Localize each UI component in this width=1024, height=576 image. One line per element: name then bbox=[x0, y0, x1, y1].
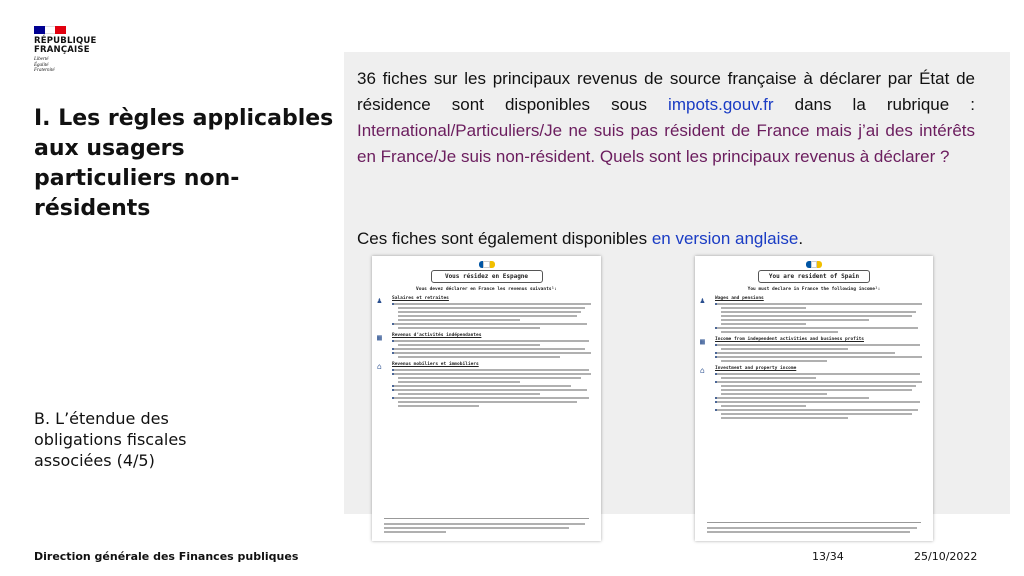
fiche-thumbnail-french bbox=[372, 256, 601, 541]
house-icon: ⌂ bbox=[700, 366, 705, 375]
doc-section bbox=[377, 333, 595, 358]
logo-motto: Liberté Égalité Fraternité bbox=[34, 57, 55, 73]
paragraph-text-2: dans la rubrique : bbox=[773, 95, 975, 114]
section-heading: Income from independent activities and business profits bbox=[715, 337, 865, 342]
paragraph-text-3: Ces fiches sont également disponibles bbox=[357, 229, 652, 248]
fiche-thumbnail-english bbox=[695, 256, 933, 541]
paragraph-text: 36 fiches sur les principaux revenus de source française à déclarer par État de résidence sont disponibles sous bbox=[357, 69, 975, 114]
doc-section bbox=[700, 296, 927, 333]
doc-intro: Vous devez déclarer en France les revenus suivants¹: bbox=[416, 287, 557, 292]
doc-title: Vous résidez en Espagne bbox=[431, 270, 543, 283]
section-heading: Wages and pensions bbox=[715, 296, 764, 301]
slide-title: I. Les règles applicables aux usagers particuliers non-résidents bbox=[34, 106, 334, 221]
flags-icon bbox=[479, 261, 495, 268]
english-version-link[interactable]: en version anglaise bbox=[651, 229, 799, 248]
section-heading: Salaires et retraites bbox=[392, 296, 449, 301]
section-heading: Investment and property income bbox=[715, 366, 797, 371]
footer-organization: Direction générale des Finances publiques bbox=[34, 550, 299, 563]
doc-footnote bbox=[707, 522, 921, 535]
doc-section bbox=[377, 362, 595, 407]
doc-section bbox=[700, 366, 927, 419]
doc-intro: You must declare in France the following income¹: bbox=[747, 287, 881, 292]
flags-icon bbox=[806, 261, 822, 268]
building-icon: ▦ bbox=[377, 333, 382, 342]
footer-page-number: 13/34 bbox=[812, 550, 844, 563]
paragraph-english bbox=[357, 226, 975, 252]
person-icon: ♟ bbox=[700, 296, 705, 305]
section-heading: Revenus d’activités indépendantes bbox=[392, 333, 482, 338]
doc-footnote bbox=[384, 518, 589, 535]
rubrique-path: International/Particuliers/Je ne suis pas résident de France mais j’ai des intérêts en France/Je suis non-résident. Quels sont les principaux revenus à déclarer ? bbox=[357, 121, 975, 166]
paragraph-fiches bbox=[357, 66, 975, 170]
impots-link[interactable]: impots.gouv.fr bbox=[668, 95, 774, 114]
section-heading: Revenus mobiliers et immobiliers bbox=[392, 362, 479, 367]
person-icon: ♟ bbox=[377, 296, 382, 305]
house-icon: ⌂ bbox=[377, 362, 382, 371]
footer-date: 25/10/2022 bbox=[914, 550, 978, 563]
doc-section bbox=[377, 296, 595, 329]
logo-text: RÉPUBLIQUE FRANÇAISE bbox=[34, 36, 97, 55]
building-icon: ▦ bbox=[700, 337, 705, 346]
doc-title: You are resident of Spain bbox=[758, 270, 870, 283]
slide-subtitle: B. L’étendue des obligations fiscales associées (4/5) bbox=[34, 409, 187, 470]
republique-francaise-logo bbox=[34, 26, 114, 74]
paragraph-period: . bbox=[798, 229, 804, 248]
doc-section bbox=[700, 337, 927, 362]
french-flag-icon bbox=[34, 26, 66, 34]
